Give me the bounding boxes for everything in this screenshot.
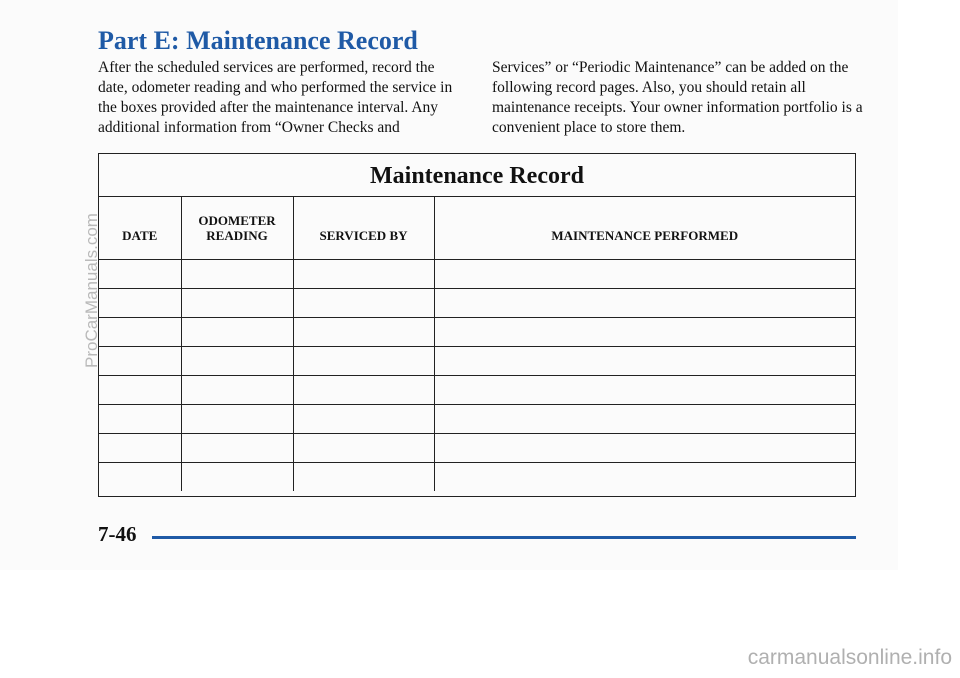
cell-date [99, 434, 181, 463]
cell-maintenance [434, 260, 855, 289]
side-watermark: ProCarManuals.com [82, 213, 101, 368]
cell-maintenance [434, 347, 855, 376]
table-row [99, 376, 855, 405]
table-row [99, 318, 855, 347]
header-maintenance-label: MAINTENANCE PERFORMED [551, 227, 739, 243]
cell-maintenance [434, 463, 855, 492]
cell-serviced-by [293, 405, 434, 434]
header-date-label: DATE [122, 227, 158, 243]
cell-odometer [181, 347, 293, 376]
cell-maintenance [434, 434, 855, 463]
header-serviced-by-label: SERVICED BY [319, 227, 408, 243]
cell-odometer [181, 318, 293, 347]
cell-odometer [181, 434, 293, 463]
cell-maintenance [434, 289, 855, 318]
record-title: Maintenance Record [99, 154, 855, 197]
header-odometer-line1: ODOMETER [198, 213, 276, 228]
cell-serviced-by [293, 463, 434, 492]
cell-serviced-by [293, 376, 434, 405]
header-maintenance-performed [434, 197, 855, 260]
cell-date [99, 376, 181, 405]
page-title: Part E: Maintenance Record [98, 26, 418, 55]
record-rows [99, 260, 855, 492]
cell-odometer [181, 260, 293, 289]
table-header-row [99, 197, 855, 260]
table-row [99, 434, 855, 463]
table-row [99, 260, 855, 289]
cell-maintenance [434, 318, 855, 347]
header-serviced-by [293, 197, 434, 260]
cell-serviced-by [293, 289, 434, 318]
table-row [99, 347, 855, 376]
cell-date [99, 318, 181, 347]
cell-serviced-by [293, 434, 434, 463]
cell-serviced-by [293, 347, 434, 376]
cell-odometer [181, 463, 293, 492]
footer-rule [152, 536, 856, 539]
cell-odometer [181, 405, 293, 434]
intro-text-left: After the scheduled services are performed, record the date, odometer reading and who performed the service in the boxes provided after the maintenance interval. Any additional information from “Owner Checks and [98, 59, 453, 136]
bottom-watermark: carmanualsonline.info [747, 646, 952, 669]
header-odometer-line2: READING [206, 228, 268, 243]
cell-serviced-by [293, 318, 434, 347]
cell-maintenance [434, 376, 855, 405]
table-row [99, 289, 855, 318]
header-date [99, 197, 181, 260]
maintenance-record-form [98, 153, 856, 497]
cell-serviced-by [293, 260, 434, 289]
header-odometer [181, 197, 293, 260]
cell-date [99, 260, 181, 289]
cell-odometer [181, 376, 293, 405]
page-number: 7-46 [98, 522, 137, 546]
cell-date [99, 347, 181, 376]
cell-date [99, 463, 181, 492]
cell-maintenance [434, 405, 855, 434]
table-row [99, 463, 855, 492]
table-row [99, 405, 855, 434]
cell-odometer [181, 289, 293, 318]
maintenance-record-table [99, 197, 855, 491]
cell-date [99, 405, 181, 434]
intro-text-right: Services” or “Periodic Maintenance” can be added on the following record pages. Also, you should retain all maintenance receipts. Your owner information portfolio is a convenient place to store them. [492, 59, 863, 136]
cell-date [99, 289, 181, 318]
